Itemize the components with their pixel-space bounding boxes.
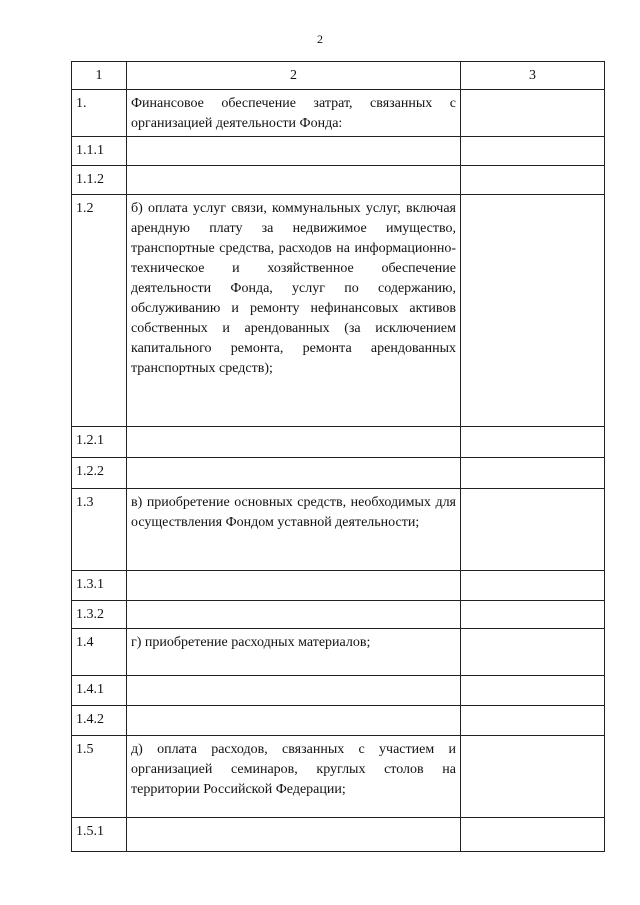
row-value — [461, 629, 605, 676]
table-row — [72, 166, 605, 195]
row-value — [461, 90, 605, 137]
table-row — [72, 195, 605, 427]
table-row — [72, 137, 605, 166]
row-value — [461, 195, 605, 427]
header-cell-col2: 2 — [127, 62, 461, 90]
expenses-table — [71, 61, 605, 852]
row-number: 1.1.2 — [72, 166, 127, 195]
table-row — [72, 571, 605, 601]
row-number: 1.3.2 — [72, 601, 127, 629]
row-description — [127, 601, 461, 629]
row-number: 1.5 — [72, 736, 127, 818]
row-description: д) оплата расходов, связанных с участием и организацией семинаров, круглых столов на территории Российской Федерации; — [127, 736, 461, 818]
row-number: 1.4.1 — [72, 676, 127, 706]
row-value — [461, 676, 605, 706]
row-value — [461, 427, 605, 458]
row-description: Финансовое обеспечение затрат, связанных с организацией деятельности Фонда: — [127, 90, 461, 137]
row-value — [461, 736, 605, 818]
row-number: 1.2.1 — [72, 427, 127, 458]
row-number: 1.3.1 — [72, 571, 127, 601]
row-number: 1.2 — [72, 195, 127, 427]
row-description: г) приобретение расходных материалов; — [127, 629, 461, 676]
row-number: 1.4 — [72, 629, 127, 676]
table-row — [72, 90, 605, 137]
row-description — [127, 818, 461, 852]
page-number: 2 — [317, 32, 323, 46]
row-description — [127, 706, 461, 736]
row-value — [461, 166, 605, 195]
row-description — [127, 676, 461, 706]
row-number: 1.1.1 — [72, 137, 127, 166]
row-value — [461, 571, 605, 601]
row-number: 1.3 — [72, 489, 127, 571]
table-row — [72, 706, 605, 736]
row-value — [461, 458, 605, 489]
table-row — [72, 427, 605, 458]
row-value — [461, 489, 605, 571]
row-description: б) оплата услуг связи, коммунальных услуг, включая арендную плату за недвижимое имущество, транспортные средства, расходов на информационно-техническое и хозяйственное обеспечение деятельности Фонда, услуг по содержанию, обслуживанию и ремонту нефинансовых активов собственных и арендованных (за исключением капитального ремонта, ремонта арендованных транспортных средств); — [127, 195, 461, 427]
row-number: 1.5.1 — [72, 818, 127, 852]
table-row — [72, 489, 605, 571]
row-value — [461, 601, 605, 629]
row-value — [461, 818, 605, 852]
table-row — [72, 676, 605, 706]
row-number: 1.2.2 — [72, 458, 127, 489]
row-description — [127, 571, 461, 601]
row-description — [127, 458, 461, 489]
table-row — [72, 458, 605, 489]
table-row — [72, 601, 605, 629]
header-cell-col1: 1 — [72, 62, 127, 90]
row-value — [461, 137, 605, 166]
row-number: 1.4.2 — [72, 706, 127, 736]
table-row — [72, 629, 605, 676]
table-header-row — [72, 62, 605, 90]
table-row — [72, 818, 605, 852]
table-row — [72, 736, 605, 818]
row-description — [127, 427, 461, 458]
row-description — [127, 166, 461, 195]
header-cell-col3: 3 — [461, 62, 605, 90]
row-number: 1. — [72, 90, 127, 137]
row-description: в) приобретение основных средств, необходимых для осуществления Фондом уставной деятельности; — [127, 489, 461, 571]
row-value — [461, 706, 605, 736]
row-description — [127, 137, 461, 166]
